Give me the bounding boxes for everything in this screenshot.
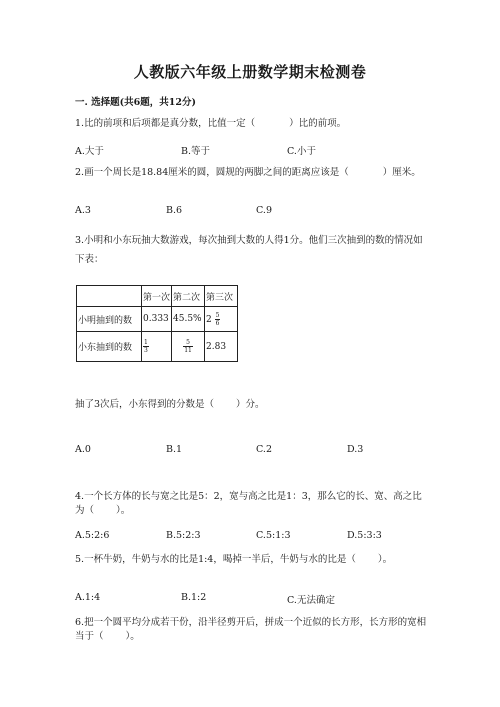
table-header-cell: 第一次 — [142, 286, 172, 307]
question-4-option-c: C.5:1:3 — [256, 530, 291, 541]
table-header-cell: 第三次 — [205, 286, 238, 307]
table-header-row — [77, 286, 238, 307]
table-row-label: 小东抽到的数 — [77, 332, 142, 362]
denominator: 11 — [184, 347, 192, 354]
question-2-stem-start: 2.画一个周长是18.84厘米的圆，圆规的两脚之间的距离应该是（ — [75, 167, 349, 178]
question-3-option-a: A.0 — [75, 444, 91, 455]
table-cell: 2.83 — [205, 332, 238, 362]
question-1 — [75, 117, 427, 131]
fraction — [143, 339, 149, 354]
table-cell-fraction — [172, 332, 205, 362]
fraction — [215, 312, 221, 327]
question-3-follow-start: 抽了3次后，小东得到的分数是（ — [75, 399, 215, 410]
question-6-stem-start: 6.把一个圆平均分成若干份，沿半径剪开后，拼成一个近似的长方形，长方形的宽相当于（ — [75, 617, 427, 642]
question-5-stem-end: ）。 — [377, 554, 393, 565]
question-4 — [75, 490, 427, 518]
mixed-whole: 2 — [206, 314, 212, 325]
question-5-option-b: B.1:2 — [181, 592, 207, 603]
question-4-stem-start: 4.一个长方体的长与宽之比是5：2，宽与高之比是1：3，那么它的长、宽、高之比为（ — [75, 491, 422, 516]
denominator: 6 — [215, 319, 220, 327]
question-6 — [75, 616, 427, 644]
table-row — [77, 332, 238, 362]
question-3-option-d: D.3 — [347, 444, 364, 455]
question-5-option-c: C.无法确定 — [287, 595, 335, 606]
question-2-option-a: A.3 — [75, 205, 91, 216]
table-header-cell — [77, 286, 142, 307]
question-3-follow — [75, 398, 427, 412]
fraction — [183, 339, 193, 354]
question-5 — [75, 553, 427, 567]
question-4-option-b: B.5:2:3 — [166, 530, 201, 541]
section-heading: 一. 选择题(共6题，共12分) — [75, 97, 196, 108]
question-2-stem-end: ）厘米。 — [382, 167, 421, 178]
question-1-option-c: C.小于 — [287, 146, 316, 157]
question-2 — [75, 166, 427, 180]
denominator: 3 — [144, 347, 148, 354]
question-1-stem-end: ）比的前项。 — [289, 118, 347, 129]
table-row-label: 小明抽到的数 — [77, 307, 142, 332]
question-6-stem-end: ）。 — [125, 631, 140, 642]
question-5-option-a: A.1:4 — [75, 592, 101, 603]
exam-title: 人教版六年级上册数学期末检测卷 — [133, 63, 367, 81]
question-4-option-a: A.5:2:6 — [75, 530, 110, 541]
question-1-option-b: B.等于 — [181, 146, 211, 157]
question-4-option-d: D.5:3:3 — [347, 530, 382, 541]
question-3-option-b: B.1 — [166, 444, 183, 455]
table-cell-mixed-number — [205, 307, 238, 332]
question-3-follow-end: ）分。 — [236, 399, 265, 410]
question-2-option-b: B.6 — [166, 205, 183, 216]
question-1-stem-start: 1.比的前项和后项都是真分数，比值一定（ — [75, 118, 256, 129]
numerator: 5 — [215, 311, 220, 319]
table-cell-fraction — [142, 332, 172, 362]
table-cell: 45.5% — [172, 307, 205, 332]
question-2-option-c: C.9 — [256, 205, 272, 216]
table-header-cell: 第二次 — [172, 286, 205, 307]
question-1-option-a: A.大于 — [75, 146, 104, 157]
question-3-option-c: C.2 — [256, 444, 272, 455]
question-5-stem-start: 5.一杯牛奶，牛奶与水的比是1:4，喝掉一半后，牛奶与水的比是（ — [75, 554, 356, 565]
numerator: 1 — [144, 339, 148, 346]
table-cell: 0.333 — [142, 307, 172, 332]
table-row — [77, 307, 238, 332]
question-4-stem-end: ）。 — [116, 505, 131, 516]
score-table — [76, 285, 238, 362]
question-3-stem: 3.小明和小东玩抽大数游戏，每次抽到大数的人得1分。他们三次抽到的数的情况如下表： — [75, 235, 423, 265]
numerator: 5 — [183, 339, 193, 347]
